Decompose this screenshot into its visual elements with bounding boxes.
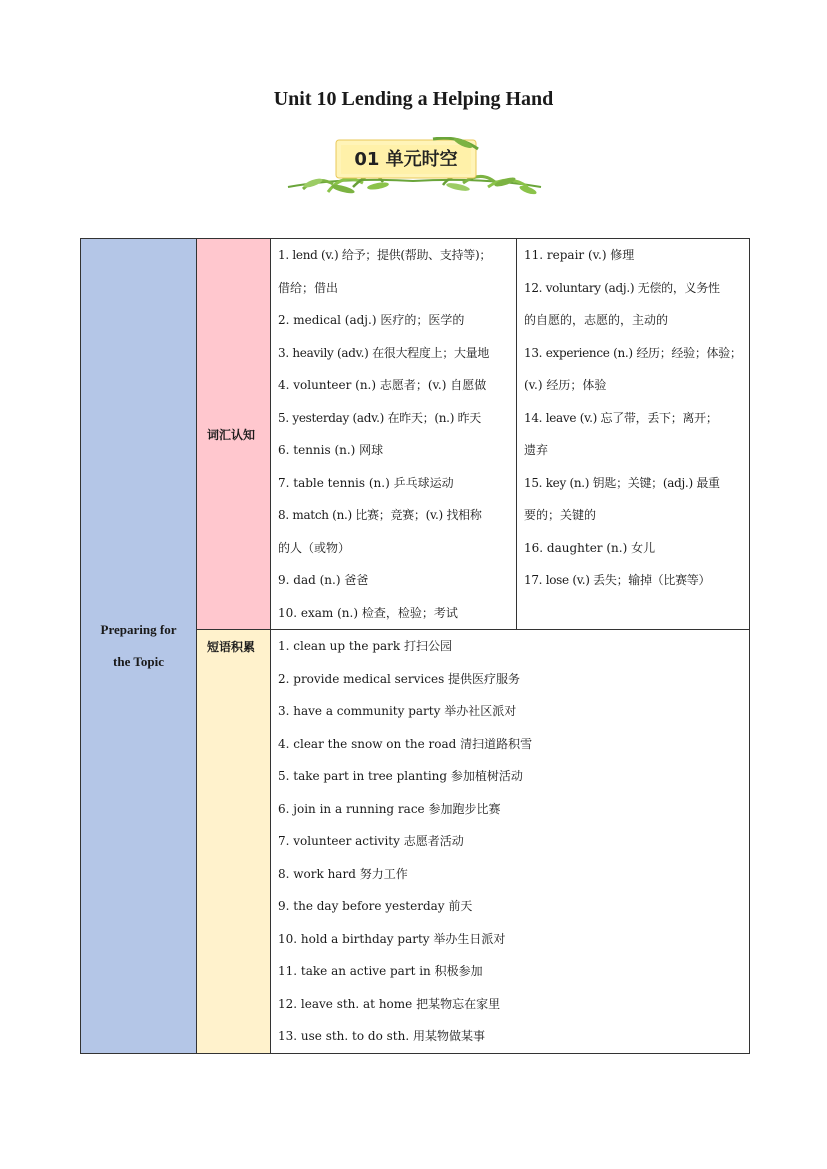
- vocab-line: 1. lend (v.) 给予；提供(帮助、支持等)；: [278, 248, 492, 262]
- vocab-line: 的自愿的，志愿的，主动的: [524, 313, 669, 327]
- phrase-line: 12. leave sth. at home 把某物忘在家里: [278, 996, 501, 1011]
- phrase-line: 4. clear the snow on the road 清扫道路积雪: [278, 736, 533, 751]
- topic-label-line2: the Topic: [113, 654, 164, 669]
- vocab-line: 14. leave (v.) 忘了带，丢下；离开；: [524, 410, 718, 425]
- phrases-category-cell: [197, 630, 271, 1054]
- phrase-line: 8. work hard 努力工作: [278, 866, 408, 881]
- phrase-line: 9. the day before yesterday 前天: [278, 899, 473, 913]
- vocab-line: 4. volunteer (n.) 志愿者；(v.) 自愿做: [278, 378, 487, 392]
- vocab-line: 11. repair (v.) 修理: [524, 248, 635, 262]
- vocab-line: 的人（或物）: [278, 540, 351, 555]
- phrases-cell: [271, 630, 750, 1054]
- vocab-line: 13. experience (n.) 经历；经验；体验；: [524, 345, 742, 360]
- phrase-line: 5. take part in tree planting 参加植树活动: [278, 769, 523, 783]
- phrases-label: 短语积累: [207, 640, 256, 654]
- vocab-line: 12. voluntary (adj.) 无偿的，义务性: [524, 280, 720, 295]
- vocab-line: 9. dad (n.) 爸爸: [278, 573, 369, 587]
- vocab-line: 遗弃: [524, 443, 549, 457]
- vocab-line: 16. daughter (n.) 女儿: [524, 540, 656, 555]
- vocab-line: 7. table tennis (n.) 乒乓球运动: [278, 475, 454, 490]
- phrase-line: 13. use sth. to do sth. 用某物做某事: [278, 1029, 485, 1043]
- vocab-line: 2. medical (adj.) 医疗的；医学的: [278, 313, 465, 327]
- page-title: Unit 10 Lending a Helping Hand: [273, 88, 554, 110]
- phrase-line: 11. take an active part in 积极参加: [278, 964, 483, 978]
- phrase-line: 7. volunteer activity 志愿者活动: [278, 834, 464, 848]
- vocab-line: 要的；关键的: [524, 508, 597, 522]
- vocab-line: 5. yesterday (adv.) 在昨天；(n.) 昨天: [278, 410, 481, 425]
- vocabulary-table: [80, 238, 750, 1054]
- vocab-line: 6. tennis (n.) 网球: [278, 443, 384, 457]
- vocab-line: 10. exam (n.) 检查，检验；考试: [278, 605, 458, 620]
- vocab-line: (v.) 经历；体验: [524, 378, 607, 392]
- vocab-line: 3. heavily (adv.) 在很大程度上；大量地: [278, 345, 490, 360]
- vocab-line: 15. key (n.) 钥匙；关键；(adj.) 最重: [524, 475, 720, 490]
- vocabulary-category-cell: [197, 239, 271, 630]
- vocab-line: 借给；借出: [278, 280, 339, 295]
- phrase-line: 10. hold a birthday party 举办生日派对: [278, 931, 506, 946]
- phrase-line: 2. provide medical services 提供医疗服务: [278, 671, 521, 686]
- topic-cell: [81, 239, 197, 1054]
- vocabulary-label: 词汇认知: [207, 427, 256, 442]
- topic-label-line1: Preparing for: [100, 622, 177, 637]
- vocabulary-right-cell: [517, 239, 750, 630]
- vocab-line: 17. lose (v.) 丢失；输掉（比赛等）: [524, 573, 711, 587]
- phrase-line: 3. have a community party 举办社区派对: [278, 704, 517, 718]
- phrase-line: 6. join in a running race 参加跑步比赛: [278, 801, 501, 816]
- phrase-line: 1. clean up the park 打扫公园: [278, 639, 452, 653]
- vocab-line: 8. match (n.) 比赛；竞赛；(v.) 找相称: [278, 508, 482, 522]
- vocabulary-left-cell: [271, 239, 517, 630]
- section-banner-label: 01 单元时空: [354, 149, 458, 170]
